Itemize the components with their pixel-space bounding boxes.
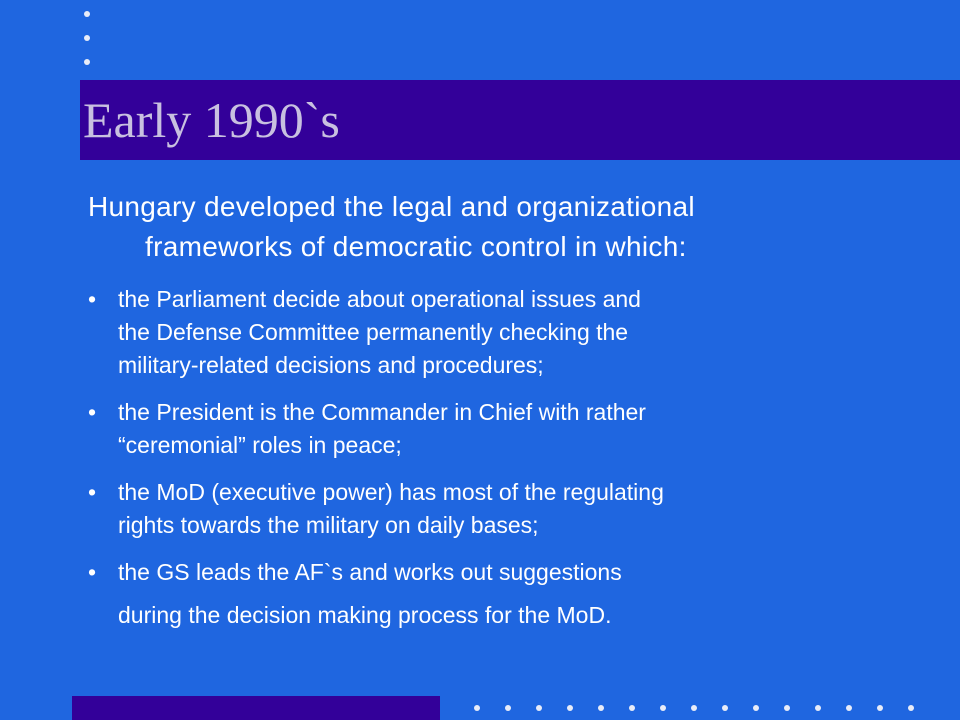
bullet-list bbox=[88, 283, 888, 646]
decorative-dot bbox=[84, 11, 90, 17]
decorative-dot bbox=[846, 705, 852, 711]
slide-title: Early 1990`s bbox=[83, 92, 340, 148]
bullet-item-gs bbox=[88, 556, 888, 632]
decorative-dot bbox=[567, 705, 573, 711]
decorative-dot bbox=[536, 705, 542, 711]
bullet-icon: • bbox=[88, 559, 97, 585]
decorative-dot bbox=[908, 705, 914, 711]
decorative-dots-bottom bbox=[474, 705, 939, 713]
decorative-dots-top bbox=[84, 11, 92, 83]
bullet-text-line: the GS leads the AF`s and works out suggestions bbox=[118, 559, 622, 585]
bullet-text-line: military-related decisions and procedures; bbox=[118, 352, 544, 378]
bullet-icon: • bbox=[88, 286, 97, 312]
decorative-dot bbox=[84, 59, 90, 65]
bullet-icon: • bbox=[88, 479, 97, 505]
intro-line-1: Hungary developed the legal and organizational bbox=[88, 191, 695, 222]
bullet-text-line: rights towards the military on daily bases; bbox=[118, 512, 539, 538]
decorative-dot bbox=[505, 705, 511, 711]
decorative-dot bbox=[784, 705, 790, 711]
decorative-dot bbox=[474, 705, 480, 711]
bullet-text-line: the Parliament decide about operational issues and bbox=[118, 286, 641, 312]
bullet-text-line: the MoD (executive power) has most of the regulating bbox=[118, 479, 664, 505]
decorative-dot bbox=[722, 705, 728, 711]
decorative-dot bbox=[598, 705, 604, 711]
intro-text bbox=[88, 187, 908, 267]
bullet-text-line: “ceremonial” roles in peace; bbox=[118, 432, 402, 458]
bullet-text-line: during the decision making process for the MoD. bbox=[118, 602, 612, 628]
decorative-dot bbox=[660, 705, 666, 711]
decorative-dot bbox=[877, 705, 883, 711]
bullet-icon: • bbox=[88, 399, 97, 425]
decorative-dot bbox=[815, 705, 821, 711]
bullet-item-president bbox=[88, 396, 888, 462]
bullet-text-line: the President is the Commander in Chief with rather bbox=[118, 399, 646, 425]
decorative-dot bbox=[691, 705, 697, 711]
bullet-item-parliament bbox=[88, 283, 888, 382]
bottom-band bbox=[72, 696, 440, 720]
bullet-text-line: the Defense Committee permanently checking the bbox=[118, 319, 629, 345]
decorative-dot bbox=[84, 35, 90, 41]
decorative-dot bbox=[629, 705, 635, 711]
decorative-dot bbox=[753, 705, 759, 711]
bullet-item-mod bbox=[88, 476, 888, 542]
intro-line-2: frameworks of democratic control in which: bbox=[145, 231, 687, 262]
